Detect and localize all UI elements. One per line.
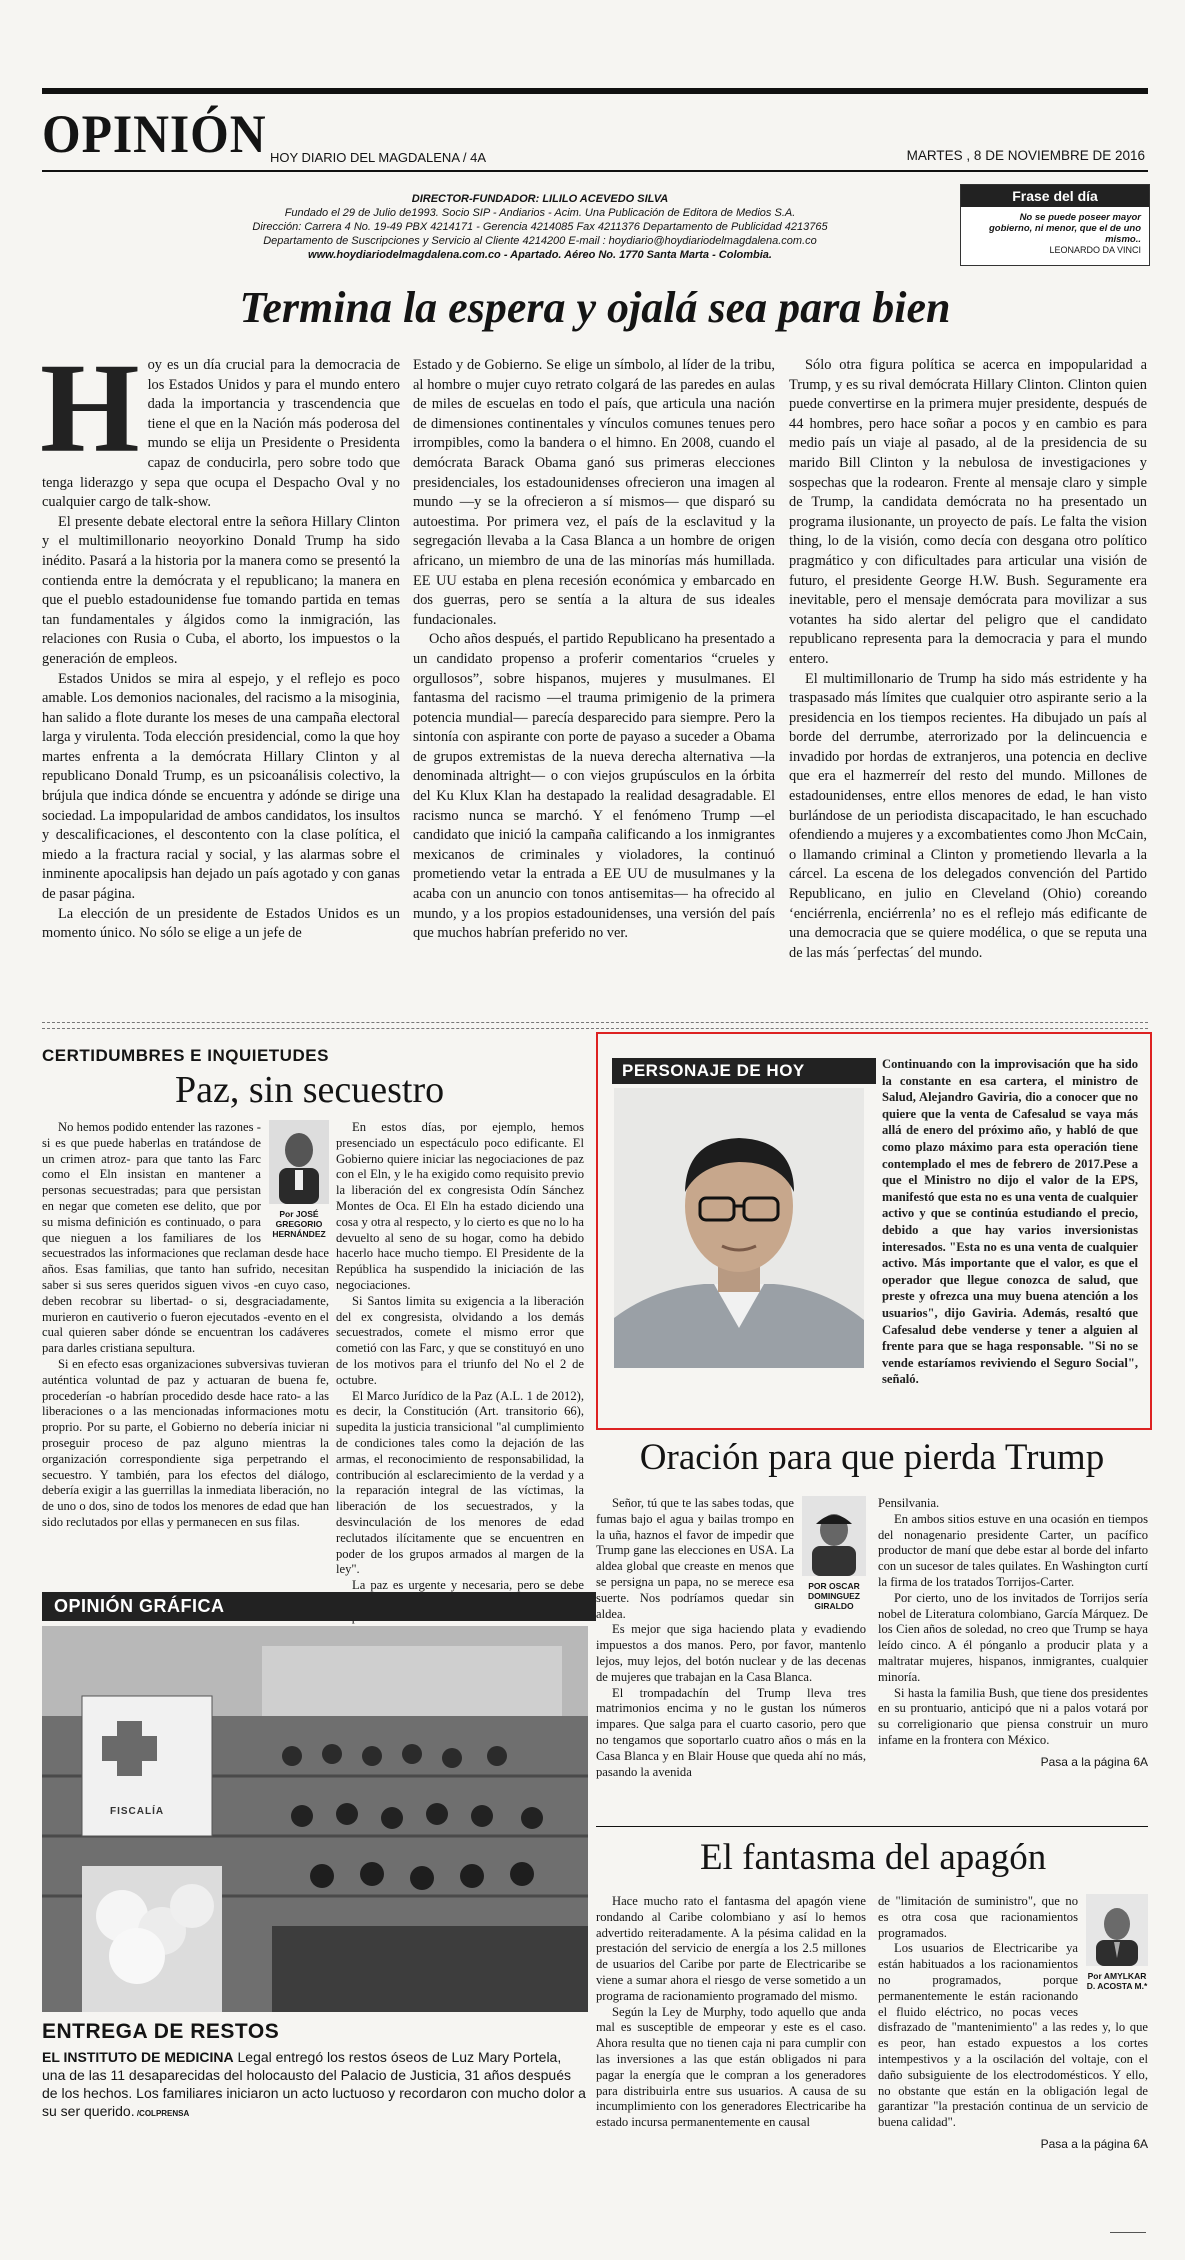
oracion-col-2 <box>878 1496 1148 1771</box>
author-portrait-icon <box>802 1496 866 1576</box>
editorial-paragraph: Sólo otra figura política se acerca en impopularidad a Trump, y es su rival demócrata Hillary Clinton. Clinton quien puede convertirse en la primera mujer presidente, después de 44 hombres, pero hace soñar a pocos y en cambio es para medio país un viaje al pasado, al de la presidencia de su marido Bill Clinton y la nebulosa de investigaciones y sospechas que la rodearon. Frente al mensaje claro y simple de Trump, la candidata demócrata no ha presentado un programa ilusionante, un proyecto de país. Le falta the vision thing, lo de la visión, como decía con desgana otro político pragmático y con dificultades para articular una visión de futuro, el presidente George H.W. Bush. Seguramente era inevitable, pero el mensaje demócrata para movilizar a sus votantes ha sido alertar del peligro que el candidato republicano representa para la democracia y para el mundo entero. <box>789 357 1147 667</box>
editorial-paragraph: El presente debate electoral entre la señora Hillary Clinton y el multimillonario neoyorkino Donald Trump ha sido inédito. Pasará a la historia por la manera como se presentó la contienda entre la demócrata y el republicano; la manera en que el pueblo estadounidense fue tomando partida en temas tan fundamentales y álgidos como la inmigración, las relaciones con Rusia o Cuba, el aborto, los impuestos o la generación de empleos. <box>42 513 400 667</box>
jump-link[interactable]: Pasa a la página 6A <box>1040 1754 1148 1769</box>
author-byline: Por AMYLKAR D. ACOSTA M.* <box>1086 1970 1148 1991</box>
jump-link[interactable]: Pasa a la página 6A <box>1040 2136 1148 2151</box>
certidumbres-col-2 <box>336 1120 584 1641</box>
quote-box <box>960 184 1150 266</box>
quote-title: Frase del día <box>961 185 1149 207</box>
editorial-paragraph: oy es un día crucial para la democracia de los Estados Unidos y para el mundo entero dada la importancia y trascendencia que tiene el que en la Nación más poderosa del mundo se elija un Presidente o Presidenta capaz de conducirla, pero sobre todo que tenga liderazgo y sepa que ocupa el Despacho Oval y no cualquier cargo de talk-show. <box>42 357 400 511</box>
column-kicker: CERTIDUMBRES E INQUIETUDES <box>42 1046 329 1065</box>
masthead <box>180 192 900 262</box>
column-paragraph: Si Santos limita su exigencia a la liberación del ex congresista, olvidando a los demás secuestrados, comete el mismo error que cometió con las Farc, y que se constituyó en uno de los motivos para el triunfo del No el 2 de octubre. <box>336 1293 584 1387</box>
column-paragraph: Si en efecto esas organizaciones subversivas tuvieran auténtica voluntad de paz y actuaran de buena fe, procederían -o habrían procedido desde hace rato- a las liberaciones o a las mencionadas informaciones motu proprio. Por su parte, el Gobierno no debería iniciar ni proseguir proceso de paz alguno mientras la organización correspondiente siga perpetrando el secuestro. Y también, para los efectos del diálogo, debería exigir a las guerrillas la inmediata liberación, no de uno o dos, sino de todos los menores de edad que han sido reclutados por ellas y permanecen en sus filas. <box>42 1356 329 1529</box>
column-paragraph: Si hasta la familia Bush, que tiene dos presidentes en su prontuario, anticipó que ni a palos votará por su correligionario que piensa construir un muro infame en la frontera con México. <box>878 1685 1148 1747</box>
photo-credit: /COLPRENSA <box>134 2109 190 2118</box>
oracion-col-1 <box>596 1496 866 1780</box>
section-title: OPINIÓN <box>42 104 267 164</box>
certidumbres-col-1 <box>42 1120 329 1531</box>
editorial-col-3 <box>789 356 1147 963</box>
quote-text: No se puede poseer mayor gobierno, ni menor, que el de uno mismo.. <box>988 212 1141 245</box>
section-divider <box>42 1022 1148 1029</box>
editorial-paragraph: Estado y de Gobierno. Se elige un símbolo, al líder de la tribu, al hombre o mujer cuyo retrato colgará de las paredes en aulas de miles de escuelas en todo el país, que articula una nación de dimensiones continentales y vínculos comunes tenues pero irrompibles, como la bandera o el himno. En 2008, cuando el demócrata Barack Obama ganó sus primeras elecciones presidenciales, los estadounidenses ofrecieron una imagen al mundo —y se la ofrecieron a sí mismos— que disparó su autoestima. Por primera vez, el país de la esclavitud y la segregación llevaba a la Casa Blanca a un hombre de origen africano, un miembro de una de las minorías más humillada. EE UU estaba en plena recesión económica y embarcado en dos guerras, pero se sentía a la altura de sus ideales fundacionales. <box>413 357 775 628</box>
column-paragraph: El Marco Jurídico de la Paz (A.L. 1 de 2012), es decir, la Constitución (Art. transitorio 66), supedita la justicia transicional "al cumplimiento de condiciones tales como la dejación de las armas, el reconocimiento de responsabilidad, la contribución al esclarecimiento de la verdad y a la reparación integral de las víctimas, la liberación de los secuestrados, y la desvinculación de los menores de edad reclutados ilícitamente que se encuentren en poder de los grupos armados al margen de la ley". <box>336 1388 584 1577</box>
photo-caption <box>42 2048 588 2123</box>
editorial-paragraph: El multimillonario de Trump ha sido más estridente y ha traspasado más límites que cualquier otro aspirante serio a la presidencia en los tiempos recientes. Ha dibujado un país al borde del derrumbe, aterrorizado por la delincuencia e invadido por hordas de extranjeros, una potencia en declive que era el hazmerreír del resto del mundo. Millones de estadounidenses, entre ellos menores de edad, le han visto burlándose de un periodista discapacitado, le han escuchado ofendiendo a mujeres y a excombatientes como Jhon McCain, o llamando criminal a Clinton y prometiendo llevarla a la cárcel. La escena de los delegados convención del Partido Republicano, en julio en Cleveland (Ohio) coreando ‘enciérrenla, enciérrenla’ no es el reflejo más edificante de una democracia que se quiere modélica, o que se reputa una de las más ´perfectas´ del mundo. <box>789 670 1147 961</box>
quote-author: LEONARDO DA VINCI <box>1049 245 1141 255</box>
masthead-line-1: Fundado el 29 de Julio de1993. Socio SIP - Andiarios - Acim. Una Publicación de Editora de Medios S.A. <box>284 207 796 219</box>
editorial-col-2 <box>413 356 775 944</box>
column-paragraph: La paz es urgente y necesaria, pero se debe <box>352 1578 584 1593</box>
header-rule <box>42 170 1148 172</box>
column-paragraph: Hace mucho rato el fantasma del apagón viene rondando al Caribe colombiano y así lo hemos advertido reiteradamente. A la pésima calidad en la prestación del servicio de energía a los 2.5 millones de usuarios del Caribe por parte de Electricaribe se viene a sumar ahora el riesgo de verse sometido a un programa de racionamiento programado del mismo. <box>596 1894 866 2003</box>
author-byline: POR OSCAR DOMINGUEZ GIRALDO <box>808 1580 860 1611</box>
column-paragraph: Según la Ley de Murphy, todo aquello que anda mal es susceptible de empeorar y este es el caso. Ahora resulta que no tienen caja ni para cumplir con las inversiones a las que están obligados ni para pagar la energía que le compran a los generadores para distribuirla entre sus usuarios. A causa de su incumplimiento con los generadores Electricaribe ha estado incursa permanentemente en causal <box>596 2004 866 2130</box>
column-title: Paz, sin secuestro <box>175 1069 445 1111</box>
editorial-paragraph: Estados Unidos se mira al espejo, y el reflejo es poco amable. Los demonios nacionales, del racismo a la misoginia, han salido a flote durante los meses de una campaña electoral larga y virulenta. Toda elección presidencial, como la que hoy martes enfrenta a la demócrata Hillary Clinton y al republicano Donald Trump, es un psicoanálisis colectivo, la brújula que indica dónde se encuentra y adónde se dirige una sociedad. La impopularidad de ambos candidatos, los insultos y descalificaciones, el descontento con la clase política, el miedo a la fractura racial y social, y las alarmas sobre el inminente apocalipsis han dejado un país agotado y con ganas de pasar página. <box>42 670 400 903</box>
page-end-mark <box>1110 2232 1146 2233</box>
paper-name: HOY DIARIO DEL MAGDALENA / 4A <box>270 150 487 165</box>
masthead-line-2: Dirección: Carrera 4 No. 19-49 PBX 4214171 - Gerencia 4214085 Fax 4211376 Departamento de Publicidad 4213765 <box>252 221 828 233</box>
column-paragraph: El trompadachín del Trump lleva tres matrimonios encima y no le gustan los números impares. Que salga para el cuarto casorio, pero que no tengamos que soportarlo cuatro años o más en la Casa Blanca y en Blair House que queda ahí no más, pasando la avenida <box>596 1685 866 1779</box>
personaje-box <box>596 1032 1152 1430</box>
column-paragraph: de "limitación de suministro", que no es otra cosa que racionamientos programados. <box>878 1894 1078 1940</box>
column-paragraph: Por cierto, uno de los invitados de Torrijos sería nobel de Literatura colombiano, García Márquez. De los Cien años de soledad, no creo que Trump se haya leído cinco. A él pónganlo a producir plata y a maltratar mujeres, hispanos, inmigrantes, cualquier minoría. <box>878 1590 1148 1684</box>
author-portrait-icon <box>1086 1894 1148 1966</box>
author-box <box>802 1496 866 1618</box>
column-paragraph: Señor, tú que te las sabes todas, que fumas bajo el agua y bailas trompo en la uña, haznos el favor de impedir que Trump gane las elecciones en USA. La aldea global que creaste en menos que se persigna un papa, no se merece esa suerte. Nos podríamos quedar sin aldea. <box>596 1496 794 1621</box>
caption-text: Legal entregó los restos óseos de Luz Mary Portela, una de las 11 desaparecidas del holocausto del Palacio de Justicia, 31 años después de los hechos. Los familiares iniciaron un acto luctuoso y recordaron con mucho dolor a su ser querido. <box>42 2049 586 2119</box>
author-byline: Por JOSÉ GREGORIO HERNÁNDEZ <box>272 1208 326 1239</box>
column-paragraph: Los usuarios de Electricaribe ya están habituados a los racionamientos no programados, porque permanentemente le están racionando el fluido eléctrico, no pocas veces disfrazado de "mantenimiento" a las redes y, lo que es peor, han estado expuestos a los cortes intempestivos y a la oscilación del voltaje, con el daño subsiguiente de los electrodomésticos. Y ello, no obstante que están en la obligación legal de garantizar "la prestación continua de un servicio de buena calidad". <box>878 1941 1148 2130</box>
apagon-rule <box>596 1826 1148 1827</box>
column-paragraph: No hemos podido entender las razones -si es que puede haberlas en tratándose de un crimen atroz- para que tanto las Farc como el Eln insistan en mantener a personas secuestradas; para que persistan en negar que cometen ese delito, que por su misma definición es continuado, o para que nieguen a los familiares de los secuestrados las informaciones que reclaman desde hace años. Esas familias, que tanto han sufrido, necesitan saber si sus seres queridos siguen vivos -en cuyo caso, deben recobrar su libertad- o si, desgraciadamente, murieron en cautiverio o fueron ejecutados -evento en el cual quieren saber dónde se encuentran los cadáveres para darles cristiana sepultura. <box>42 1120 329 1356</box>
top-rule <box>42 88 1148 94</box>
grafica-kicker: OPINIÓN GRÁFICA <box>42 1592 596 1621</box>
masthead-line-4: www.hoydiariodelmagdalena.com.co - Apartado. Aéreo No. 1770 Santa Marta - Colombia. <box>308 249 772 261</box>
personaje-text: Continuando con la improvisación que ha sido la constante en esa cartera, el ministro de Salud, Alejandro Gaviria, dio a conocer que no quiere que la venta de Cafesalud se vaya más allá de enero del próximo año, y habló de que como plazo máximo para esta operación tiene contemplado el mes de febrero de 2017.Pese a que el Ministro no dijo el valor de la EPS, manifestó que esta no es una venta de cualquier activo y que se continúa estudiando el precio, debido a que hay varios inversionistas interesados. "Esta no es una venta de cualquier activo. Más importante que el valor, es que el operador que llegue conozca de salud, que preste y ofrezca una muy buena atención a los usuarios", dijo Gaviria. Además, resaltó que Cafesalud debe venderse y tener a alguien al frente para que se haga responsable. "Si no se vende estaríamos reviviendo el Seguro Social", señaló. <box>882 1057 1138 1387</box>
column-paragraph: Es mejor que siga haciendo plata y evadiendo impuestos a dos manos. Pero, por favor, mantenlo lejos, muy lejos, del botón nuclear y de las decenas de mujeres que trabajan en la Casa Blanca. <box>596 1622 866 1684</box>
caption-lead: EL INSTITUTO DE MEDICINA <box>42 2049 234 2065</box>
masthead-line-3: Departamento de Suscripciones y Servicio al Cliente 4214200 E-mail : hoydiario@hoydiariodelmagdalena.com.co <box>263 235 817 247</box>
ceremony-photo-icon <box>42 1626 588 2012</box>
editorial-paragraph: Ocho años después, el partido Republicano ha presentado a un candidato propenso a proferir comentarios “crueles y orgullosos”, sobre hispanos, mujeres y musulmanes. El fantasma del racismo —el trauma primigenio de la primera potencia mundial— parecía desparecido para siempre. Pero la sintonía con aspirante con porte de payaso a suceder a Obama de grupos extremistas de la nueva derecha alternativa —la denominada altright— o con viejos grupúsculos en la órbita del Ku Klux Klan ha destapado la realidad desagradable. El racismo nunca se marchó. Y el fenómeno Trump —el candidato que inició la campaña calificando a los inmigrantes mexicanos de criminales y violadores, la continuó prometiendo vetar la entrada a EE UU de musulmanes y la acaba con un anuncio con tonos antisemitas— ha ofrecido al mundo, y a los propios estadounidenses, una versión del país que muchos habrían preferido no ver. <box>413 631 775 942</box>
apagon-title: El fantasma del apagón <box>700 1837 1047 1878</box>
column-paragraph: Pensilvania. <box>878 1496 940 1510</box>
column-paragraph: En estos días, por ejemplo, hemos presenciado un espectáculo poco edificante. El Gobierno quiere iniciar las negociaciones de paz con el Eln, y le ha exigido como requisito previo la liberación del ex congresista Odín Sánchez Montes de Oca. El Eln ha estado diciendo una cosa y otra al respecto, y lo cierto es que no lo ha devuelto al seno de su hogar, como ha debido hacerlo hace mucho tiempo. El Presidente de la República ha suspendido la iniciación de las negociaciones. <box>336 1120 584 1292</box>
author-box <box>269 1120 329 1238</box>
editorial-col-1 <box>40 337 400 944</box>
apagon-col-1 <box>596 1894 866 2131</box>
column-paragraph: En ambos sitios estuve en una ocasión en tiempos del nonagenario presidente Carter, un pacífico productor de maní que debe estar al borde del infarto con un sucesor de tales quilates. En Washington curtí la firma de los tratados Torrijos-Carter. <box>878 1511 1148 1589</box>
oracion-title: Oración para que pierda Trump <box>639 1437 1105 1478</box>
apagon-col-2 <box>878 1894 1148 2153</box>
drop-cap: H <box>40 337 140 479</box>
editorial-paragraph: La elección de un presidente de Estados Unidos es un momento único. No sólo se elige a un jefe de <box>42 905 400 942</box>
photo-sign-text: FISCALÍA <box>110 1806 165 1817</box>
author-box <box>1086 1894 1148 2006</box>
photo-title: ENTREGA DE RESTOS <box>42 2020 280 2043</box>
editorial-title: Termina la espera y ojalá sea para bien <box>239 283 951 332</box>
personaje-kicker: PERSONAJE DE HOY <box>612 1058 876 1084</box>
minister-portrait-icon <box>614 1088 864 1368</box>
author-portrait-icon <box>269 1120 329 1204</box>
issue-date: MARTES , 8 DE NOVIEMBRE DE 2016 <box>906 148 1145 163</box>
director-line: DIRECTOR-FUNDADOR: LILILO ACEVEDO SILVA <box>411 193 669 205</box>
